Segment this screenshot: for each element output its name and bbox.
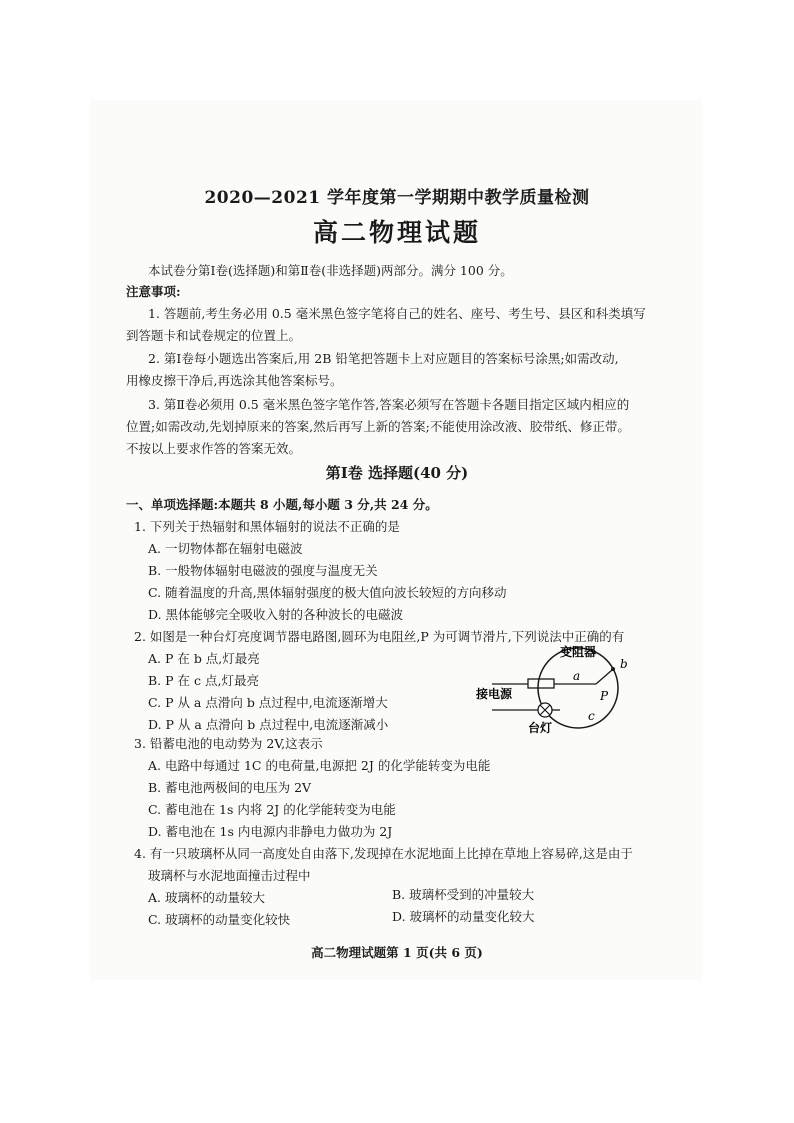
q1-stem: 1. 下列关于热辐射和黑体辐射的说法不正确的是 <box>134 519 400 534</box>
contact-b-dot <box>611 667 615 671</box>
q1-option-d: D. 黑体能够完全吸收入射的各种波长的电磁波 <box>148 607 404 622</box>
q4-option-d: D. 玻璃杯的动量变化较大 <box>392 909 535 924</box>
label-rheostat: 变阻器 <box>560 645 597 659</box>
notice-item3-line2: 位置;如需改动,先划掉原来的答案,然后再写上新的答案;不能使用涂改液、胶带纸、修正带。 <box>126 419 630 434</box>
subject-title: 高二物理试题 <box>312 218 481 247</box>
q3-stem: 3. 铅蓄电池的电动势为 2V,这表示 <box>134 736 323 751</box>
q1-option-c: C. 随着温度的升高,黑体辐射强度的极大值向波长较短的方向移动 <box>148 585 507 600</box>
q2-option-b: B. P 在 c 点,灯最亮 <box>148 673 259 688</box>
notice-item3-line3: 不按以上要求作答的答案无效。 <box>126 441 302 456</box>
q4-option-c: C. 玻璃杯的动量变化较快 <box>148 912 291 927</box>
slider-p <box>596 670 612 684</box>
notice-item1-line1: 1. 答题前,考生务必用 0.5 毫米黑色签字笔将自己的姓名、座号、考生号、县区和科类填写 <box>148 306 646 321</box>
q4-stem-line2: 玻璃杯与水泥地面撞击过程中 <box>148 868 311 883</box>
q2-option-c: C. P 从 a 点滑向 b 点过程中,电流逐渐增大 <box>148 695 388 710</box>
q1-option-a: A. 一切物体都在辐射电磁波 <box>148 541 303 556</box>
q3-option-c: C. 蓄电池在 1s 内将 2J 的化学能转变为电能 <box>148 802 396 817</box>
q4-option-b: B. 玻璃杯受到的冲量较大 <box>392 887 535 902</box>
label-c: c <box>588 709 595 723</box>
notice-heading: 注意事项: <box>126 284 181 299</box>
label-p: P <box>600 689 609 703</box>
q1-option-b: B. 一般物体辐射电磁波的强度与温度无关 <box>148 563 378 578</box>
rheostat-circuit-diagram <box>470 640 670 740</box>
q4-stem-line1: 4. 有一只玻璃杯从同一高度处自由落下,发现掉在水泥地面上比掉在草地上容易碎,这是由于 <box>134 846 633 861</box>
notice-item1-line2: 到答题卡和试卷规定的位置上。 <box>126 328 302 343</box>
q3-option-a: A. 电路中每通过 1C 的电荷量,电源把 2J 的化学能转变为电能 <box>148 758 491 773</box>
notice-item3-line1: 3. 第Ⅱ卷必须用 0.5 毫米黑色签字笔作答,答案必须写在答题卡各题目指定区域内相应的 <box>148 397 630 412</box>
q2-option-a: A. P 在 b 点,灯最亮 <box>148 651 260 666</box>
label-b: b <box>620 657 628 671</box>
notice-item2-line2: 用橡皮擦干净后,再选涂其他答案标号。 <box>126 373 343 388</box>
exam-title: 2020—2021 学年度第一学期期中教学质量检测 <box>204 188 590 208</box>
q3-option-d: D. 蓄电池在 1s 内电源内非静电力做功为 2J <box>148 824 393 839</box>
notice-item2-line1: 2. 第Ⅰ卷每小题选出答案后,用 2B 铅笔把答题卡上对应题目的答案标号涂黑;如需改动, <box>148 351 619 366</box>
section-title: 第Ⅰ卷 选择题(40 分) <box>325 464 469 482</box>
label-lamp: 台灯 <box>528 721 553 735</box>
q2-option-d: D. P 从 a 点滑向 b 点过程中,电流逐渐减小 <box>148 717 389 732</box>
label-a: a <box>573 669 581 683</box>
label-power: 接电源 <box>476 687 513 701</box>
q2-stem: 2. 如图是一种台灯亮度调节器电路图,圆环为电阻丝,P 为可调节滑片,下列说法中正确的有 <box>134 629 625 644</box>
part-title: 一、单项选择题:本题共 8 小题,每小题 3 分,共 24 分。 <box>126 497 438 512</box>
resistor-symbol <box>528 679 554 688</box>
q3-option-b: B. 蓄电池两极间的电压为 2V <box>148 780 312 795</box>
intro-text: 本试卷分第Ⅰ卷(选择题)和第Ⅱ卷(非选择题)两部分。满分 100 分。 <box>148 263 513 278</box>
q4-option-a: A. 玻璃杯的动量较大 <box>148 890 265 905</box>
page-footer: 高二物理试题第 1 页(共 6 页) <box>311 945 483 960</box>
